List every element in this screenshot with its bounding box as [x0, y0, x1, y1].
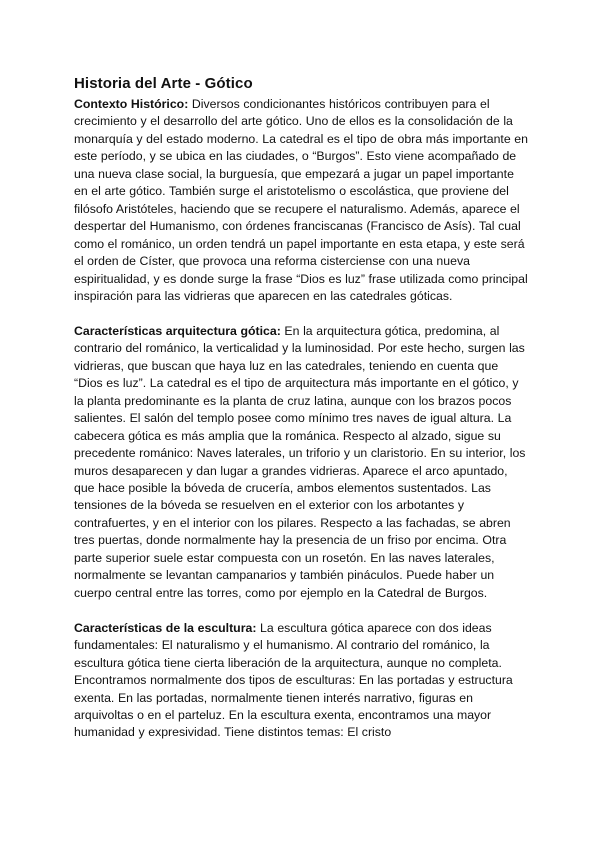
section-text: La escultura gótica aparece con dos ideas fundamentales: El naturalismo y el humanismo. Al contrario del románico, la escultura gótica tiene cierta liberación de la arquitectura, aunque no completa. Encontramos normalmente dos tipos de esculturas: En las portadas y estructura exenta. En las portadas, normalmente tienen interés narrativo, figuras en arquivoltas o en el parteluz. En la escultura exenta, encontramos una mayor humanidad y expresividad. Tiene distintos temas: El cristo [74, 620, 513, 740]
section-label: Características arquitectura gótica: [74, 323, 281, 338]
section-sculpture [74, 620, 528, 742]
section-text: En la arquitectura gótica, predomina, al contrario del románico, la verticalidad y la luminosidad. Por este hecho, surgen las vidrieras, que buscan que haya luz en las catedrales, teniendo en cuenta que “Dios es luz”. La catedral es el tipo de arquitectura más importante en el gótico, y la planta predominante es la planta de cruz latina, aunque con los brazos pocos salientes. El salón del templo posee como mínimo tres naves de igual altura. La cabecera gótica es más amplia que la románica. Respecto al alzado, sigue su precedente románico: Naves laterales, un triforio y un claristorio. En su interior, los muros desaparecen y dan lugar a grandes vidrieras. Aparece el arco apuntado, que hace posible la bóveda de crucería, ambos elementos sustentados. Las tensiones de la bóveda se resuelven en el exterior con los arbotantes y contrafuertes, y en el interior con los pilares. Respecto a las fachadas, se abren tres puertas, donde normalmente hay la presencia de un friso por encima. Otra parte superior suele estar compuesta con un rosetón. En las naves laterales, normalmente se levantan campanarios y también pináculos. Puede haber un cuerpo central entre las torres, como por ejemplo en la Catedral de Burgos. [74, 323, 526, 600]
section-text: Diversos condicionantes históricos contribuyen para el crecimiento y el desarrollo del arte gótico. Uno de ellos es la consolidación de la monarquía y del estado moderno. La catedral es el tipo de obra más importante en este período, y se ubica en las ciudades, o “Burgos”. Esto viene acompañado de una nueva clase social, la burguesía, que empezará a jugar un papel importante en el arte gótico. También surge el aristotelismo o escolástica, que proviene del filósofo Aristóteles, haciendo que se recupere el naturalismo. Además, aparece el despertar del Humanismo, con órdenes franciscanas (Francisco de Asís). Tal cual como el románico, un orden tendrá un papel importante en esta etapa, y este será el orden de Císter, que provoca una reforma cisterciense con una nueva espiritualidad, y es donde surge la frase “Dios es luz” frase utilizada como principal inspiración para las vidrieras que aparecen en las catedrales góticas. [74, 97, 528, 303]
section-gothic-architecture [74, 323, 528, 602]
document-title: Historia del Arte - Gótico [74, 75, 253, 92]
document-body [74, 74, 528, 742]
section-label: Características de la escultura: [74, 620, 257, 635]
section-label: Contexto Histórico: [74, 97, 189, 111]
section-historical-context [74, 96, 528, 305]
